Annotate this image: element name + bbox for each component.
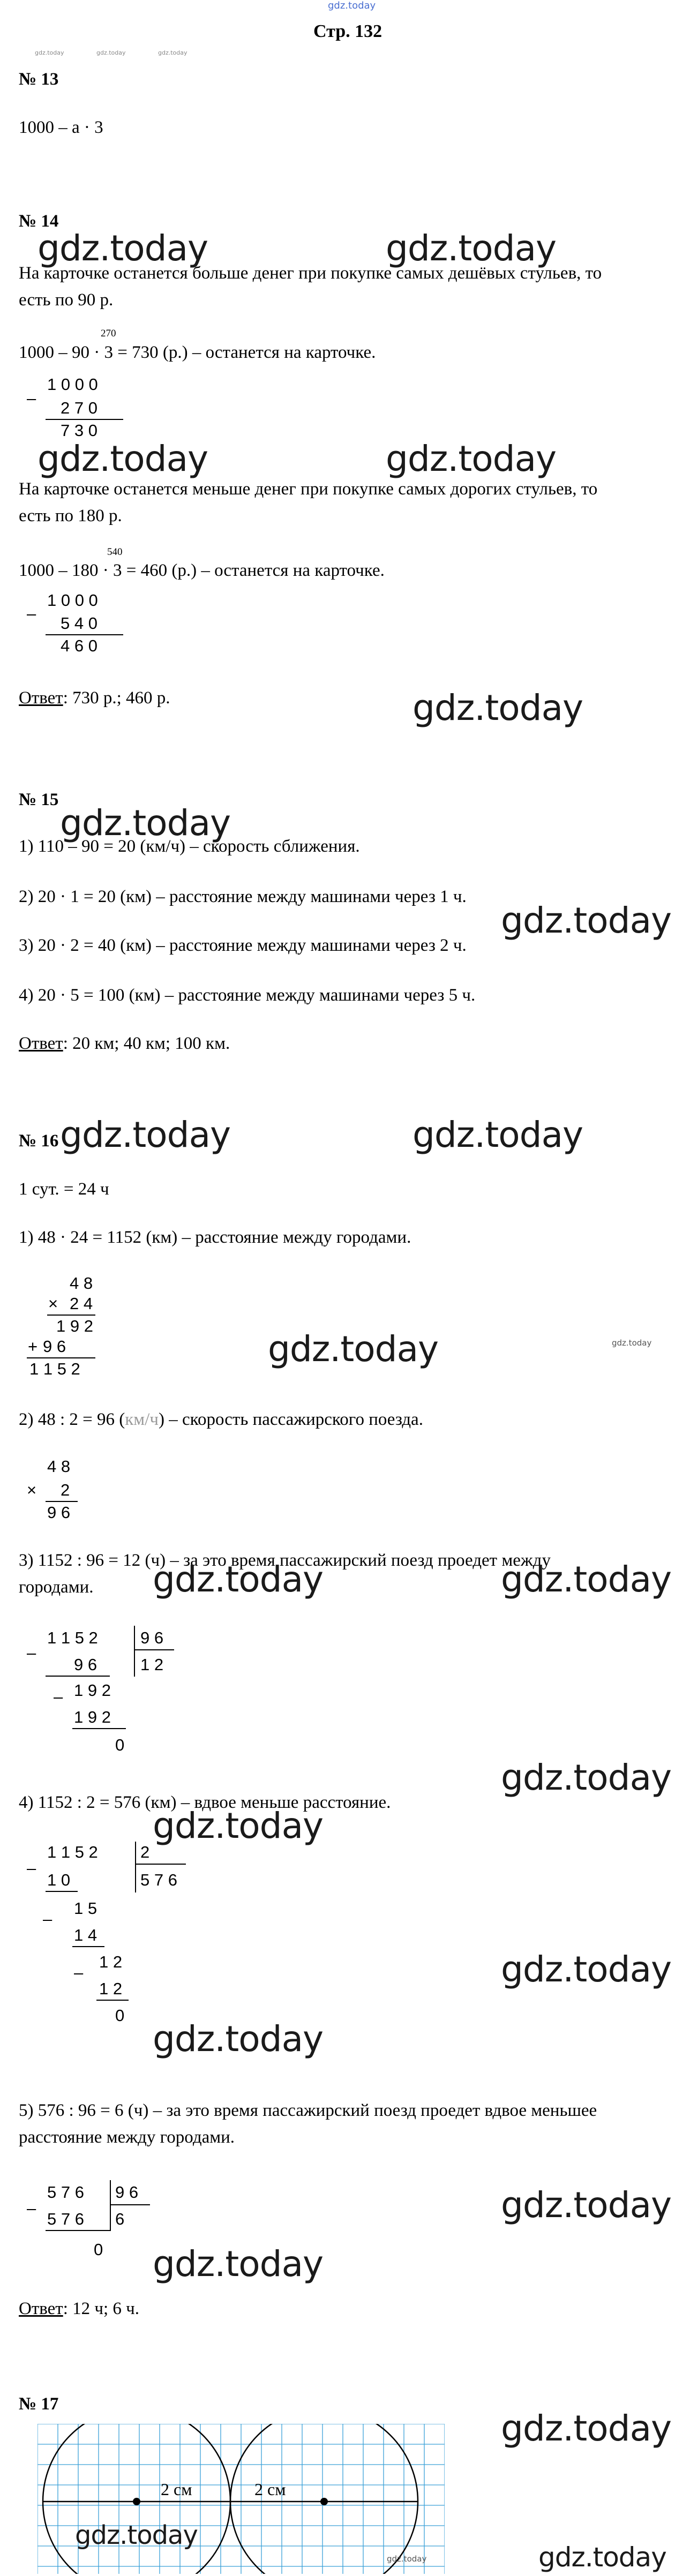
column-row: 1 0 0 0 xyxy=(47,591,98,610)
task-14-text-2: На карточке останется меньше денег при покупке самых дорогих стульев, то xyxy=(19,479,598,499)
column-line xyxy=(46,1501,78,1502)
task-13-expression: 1000 – a · 3 xyxy=(19,118,103,137)
column-op: – xyxy=(43,1910,52,1928)
column-op: – xyxy=(27,1643,36,1662)
column-op: × xyxy=(48,1294,58,1313)
column-line xyxy=(27,1357,95,1358)
column-row: 1 9 2 xyxy=(74,1681,111,1700)
task-14-answer xyxy=(19,687,170,709)
answer-label: Ответ xyxy=(19,688,63,708)
watermark: gdz.today xyxy=(501,1757,672,1798)
column-op: + xyxy=(28,1337,38,1356)
column-row: 4 8 xyxy=(70,1274,93,1293)
column-row: 1 0 0 0 xyxy=(47,375,98,394)
task-16-step-1: 1) 48 · 24 = 1152 (км) – расстояние между городами. xyxy=(19,1228,411,1247)
column-line xyxy=(72,1728,126,1729)
column-row: 2 xyxy=(61,1481,70,1499)
column-row: 0 xyxy=(115,2006,125,2025)
column-row: 1 2 xyxy=(99,1979,123,1998)
column-row: 9 6 xyxy=(43,1337,66,1356)
task-17-title: № 17 xyxy=(19,2394,59,2414)
watermark: gdz.today xyxy=(268,1328,439,1370)
site-link[interactable]: gdz.today xyxy=(328,0,376,11)
watermark: gdz.today xyxy=(501,1949,672,1990)
radius-label-left: 2 см xyxy=(161,2480,192,2499)
task-15-title: № 15 xyxy=(19,790,59,809)
column-row: 7 3 0 xyxy=(61,421,98,440)
task-14-eq-2: 1000 – 180 · 3 = 460 (р.) – останется на карточке. xyxy=(19,561,385,580)
column-row: 5 4 0 xyxy=(61,614,98,633)
column-row: 5 7 6 xyxy=(47,2210,84,2228)
column-row: 9 6 xyxy=(47,1503,71,1522)
task-14-sup-1: 270 xyxy=(101,328,116,339)
page-title: Стр. 132 xyxy=(313,21,382,41)
task-16-title: № 16 xyxy=(19,1131,59,1151)
watermark: gdz.today xyxy=(412,687,583,729)
division-quotient: 1 2 xyxy=(140,1655,164,1674)
column-row: 1 2 xyxy=(99,1952,123,1971)
task-14-title: № 14 xyxy=(19,212,59,231)
task-16-step-4: 4) 1152 : 2 = 576 (км) – вдвое меньше расстояние. xyxy=(19,1793,391,1812)
column-op: – xyxy=(27,389,36,408)
column-row: 2 7 0 xyxy=(61,399,98,417)
division-divisor: 2 xyxy=(140,1843,150,1861)
watermark: gdz.today xyxy=(38,228,208,269)
grid xyxy=(38,2424,445,2574)
step-2-part: ) – скорость пассажирского поезда. xyxy=(158,1410,423,1429)
task-15-step-1: 1) 110 – 90 = 20 (км/ч) – скорость сближения. xyxy=(19,837,360,856)
column-row: 1 9 2 xyxy=(74,1708,111,1726)
column-row: 4 8 xyxy=(47,1457,71,1476)
watermark: gdz.today xyxy=(386,438,557,479)
division-quotient: 6 xyxy=(115,2210,125,2228)
watermark: gdz.today xyxy=(153,1805,324,1846)
task-16-step-5: 5) 576 : 96 = 6 (ч) – за это время пассажирский поезд проедет вдвое меньшее xyxy=(19,2101,597,2120)
watermark: gdz.today xyxy=(501,2408,672,2449)
division-divisor: 9 6 xyxy=(115,2183,139,2202)
tiny-watermark: gdz.today xyxy=(158,49,188,56)
task-16-step-3: 3) 1152 : 96 = 12 (ч) – за это время пассажирский поезд проедет между xyxy=(19,1551,551,1570)
column-line xyxy=(46,1891,78,1892)
column-line xyxy=(135,1864,186,1865)
column-row: 4 6 0 xyxy=(61,636,98,655)
watermark: gdz.today xyxy=(38,438,208,479)
column-line xyxy=(47,1315,95,1316)
watermark: gdz.today xyxy=(153,2243,324,2285)
watermark: gdz.today xyxy=(501,1559,672,1600)
column-row: 1 1 5 2 xyxy=(47,1628,98,1647)
division-bar xyxy=(110,2180,111,2231)
division-divisor: 9 6 xyxy=(140,1628,164,1647)
column-row: 1 1 5 2 xyxy=(29,1360,80,1378)
task-16-answer xyxy=(19,2298,139,2319)
column-line xyxy=(46,1676,110,1677)
column-row: 5 7 6 xyxy=(47,2183,84,2202)
division-bar xyxy=(134,1626,135,1677)
step-2-unit: км/ч xyxy=(125,1410,159,1429)
watermark: gdz.today xyxy=(501,2184,672,2226)
column-op: – xyxy=(27,2199,36,2218)
watermark: gdz.today xyxy=(412,1114,583,1155)
column-op: – xyxy=(27,1859,36,1877)
watermark: gdz.today xyxy=(386,228,557,269)
column-op: – xyxy=(27,604,36,623)
answer-value: : 12 ч; 6 ч. xyxy=(63,2299,139,2318)
column-row: 1 4 xyxy=(74,1926,98,1944)
column-row: 1 9 2 xyxy=(56,1317,93,1335)
column-line xyxy=(110,2204,150,2205)
column-row: 0 xyxy=(94,2240,103,2259)
circles-diagram xyxy=(38,2424,445,2574)
task-15-answer xyxy=(19,1033,230,1054)
watermark: gdz.today xyxy=(153,2018,324,2060)
small-watermark: gdz.today xyxy=(612,1338,652,1348)
task-14-text-1b: есть по 90 р. xyxy=(19,290,114,310)
task-14-eq-1: 1000 – 90 · 3 = 730 (р.) – останется на карточке. xyxy=(19,343,376,362)
radius-label-right: 2 см xyxy=(254,2480,286,2499)
watermark: gdz.today xyxy=(60,1114,231,1155)
task-16-step-2 xyxy=(19,1409,423,1430)
answer-value: : 20 км; 40 км; 100 км. xyxy=(63,1034,230,1053)
center-point-right xyxy=(320,2498,328,2505)
column-op: – xyxy=(74,1963,84,1982)
task-15-step-4: 4) 20 · 5 = 100 (км) – расстояние между машинами через 5 ч. xyxy=(19,986,476,1005)
watermark: gdz.today xyxy=(60,802,231,844)
task-15-step-2: 2) 20 · 1 = 20 (км) – расстояние между машинами через 1 ч. xyxy=(19,887,467,906)
column-line xyxy=(46,2230,110,2231)
column-row: 1 0 xyxy=(47,1871,71,1889)
tiny-watermark: gdz.today xyxy=(35,49,64,56)
task-14-text-2b: есть по 180 р. xyxy=(19,506,122,525)
watermark: gdz.today xyxy=(501,900,672,941)
column-op: – xyxy=(54,1687,63,1706)
answer-label: Ответ xyxy=(19,2299,63,2318)
task-16-day: 1 сут. = 24 ч xyxy=(19,1180,109,1199)
column-row: 2 4 xyxy=(70,1294,93,1313)
division-bar xyxy=(135,1842,136,1892)
column-row: 9 6 xyxy=(74,1655,98,1674)
column-line xyxy=(46,634,123,635)
center-point-left xyxy=(133,2498,140,2505)
column-line xyxy=(96,2000,129,2001)
division-quotient: 5 7 6 xyxy=(140,1871,177,1889)
column-row: 0 xyxy=(115,1736,125,1754)
watermark: gdz.today xyxy=(153,1559,324,1600)
column-line xyxy=(72,1946,104,1947)
task-14-text-1: На карточке останется больше денег при покупке самых дешёвых стульев, то xyxy=(19,264,602,283)
task-16-step-3b: городами. xyxy=(19,1578,94,1597)
answer-value: : 730 р.; 460 р. xyxy=(63,688,170,708)
column-row: 1 1 5 2 xyxy=(47,1843,98,1861)
column-line xyxy=(134,1649,174,1650)
tiny-watermark: gdz.today xyxy=(96,49,126,56)
task-14-sup-2: 540 xyxy=(107,546,123,558)
column-op: × xyxy=(27,1481,37,1499)
task-15-step-3: 3) 20 · 2 = 40 (км) – расстояние между машинами через 2 ч. xyxy=(19,936,467,955)
task-16-step-5b: расстояние между городами. xyxy=(19,2128,235,2147)
watermark: gdz.today xyxy=(75,2520,198,2550)
column-line xyxy=(46,419,123,420)
step-2-part: 2) 48 : 2 = 96 ( xyxy=(19,1410,125,1429)
small-watermark: gdz.today xyxy=(387,2554,427,2564)
answer-label: Ответ xyxy=(19,1034,63,1053)
task-13-title: № 13 xyxy=(19,70,59,89)
watermark: gdz.today xyxy=(538,2542,666,2573)
column-row: 1 5 xyxy=(74,1899,98,1918)
